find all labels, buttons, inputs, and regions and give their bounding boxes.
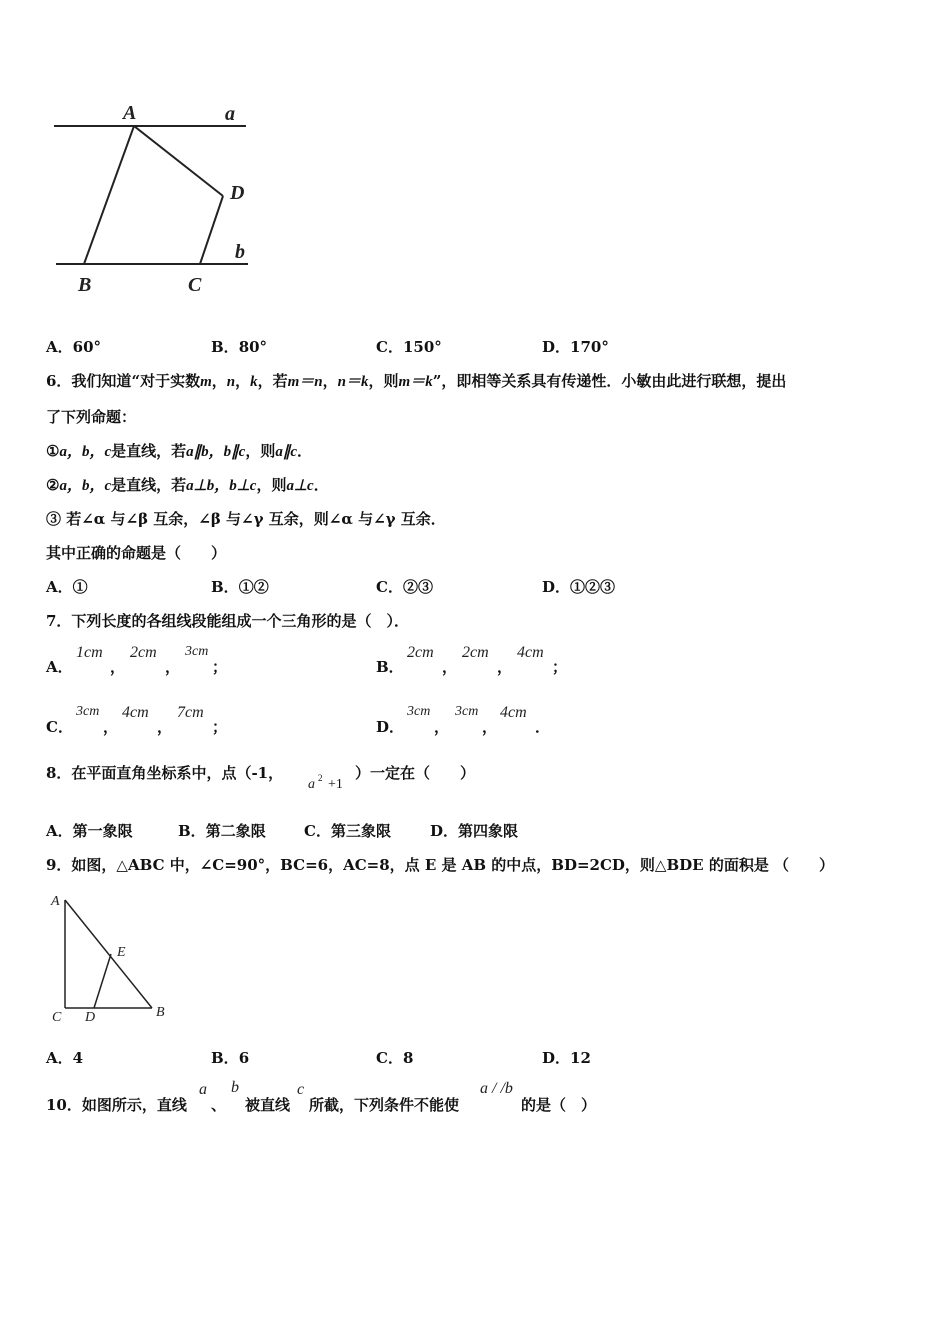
- q8-option-c[interactable]: C．第三象限: [304, 822, 391, 840]
- q9-option-a[interactable]: A．4: [46, 1049, 84, 1067]
- segment-de: [94, 954, 111, 1008]
- q5-option-b[interactable]: B．80°: [211, 338, 268, 356]
- q6-stem-line2: 了下列命题：: [46, 408, 137, 426]
- q9-stem: 9．如图，△ABC 中，∠C=90°，BC=6，AC=8，点 E 是 AB 的中点，BD=2CD，则△BDE 的面积是 （ ）: [46, 856, 835, 874]
- label-A: A: [51, 894, 60, 909]
- q8-option-d[interactable]: D．第四象限: [430, 822, 519, 840]
- label-D: D: [230, 182, 245, 204]
- label-C: C: [52, 1010, 62, 1025]
- label-A: A: [123, 102, 137, 124]
- q5-option-a[interactable]: A．60°: [46, 338, 102, 356]
- q6-option-a[interactable]: A．①: [46, 578, 88, 596]
- q6-proposition-3: ③ 若∠α 与∠β 互余，∠β 与∠γ 互余，则∠α 与∠γ 互余．: [46, 510, 446, 528]
- label-a: a: [225, 103, 235, 125]
- right-triangle-figure: [48, 888, 178, 1028]
- q8-option-b[interactable]: B．第二象限: [178, 822, 266, 840]
- segment-ab: [84, 126, 134, 264]
- q7-stem: 7．下列长度的各组线段能组成一个三角形的是（ ）．: [46, 612, 409, 630]
- label-B: B: [156, 1005, 165, 1020]
- q6-proposition-2: ②a，b，c是直线，若a⊥b，b⊥c，则a⊥c．: [46, 476, 329, 494]
- q5-option-d[interactable]: D．170°: [542, 338, 609, 356]
- label-D: D: [85, 1010, 96, 1025]
- label-C: C: [188, 274, 202, 296]
- q9-option-b[interactable]: B．6: [211, 1049, 250, 1067]
- q8-option-a[interactable]: A．第一象限: [46, 822, 133, 840]
- parallel-lines-figure: [50, 95, 260, 300]
- q9-option-d[interactable]: D．12: [542, 1049, 591, 1067]
- q5-option-c[interactable]: C．150°: [376, 338, 442, 356]
- q9-option-c[interactable]: C．8: [376, 1049, 414, 1067]
- label-B: B: [78, 274, 92, 296]
- label-b: b: [235, 241, 245, 263]
- q6-proposition-1: ①a，b，c是直线，若a∥b，b∥c，则a∥c．: [46, 442, 313, 460]
- segment-dc: [200, 196, 223, 264]
- q6-option-c[interactable]: C．②③: [376, 578, 433, 596]
- q6-question: 其中正确的命题是（ ）: [46, 544, 227, 562]
- side-ab: [65, 900, 152, 1008]
- q6-option-d[interactable]: D．①②③: [542, 578, 616, 596]
- label-E: E: [117, 945, 126, 960]
- segment-ad: [134, 126, 223, 196]
- q6-stem-line1: 6．我们知道“对于实数m，n，k，若m＝n，n＝k，则m＝k”，即相等关系具有传递性．小敏由此进行联想，提出: [46, 372, 787, 390]
- q6-option-b[interactable]: B．①②: [211, 578, 269, 596]
